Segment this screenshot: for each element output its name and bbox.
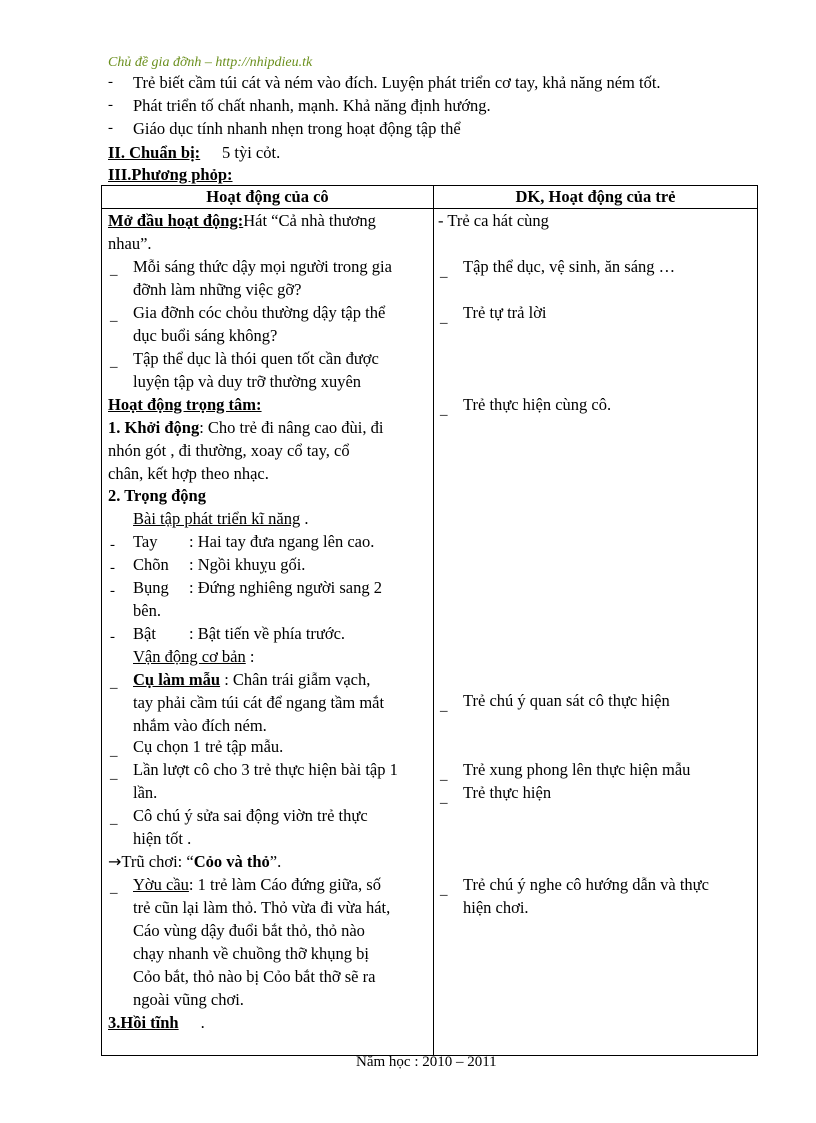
cool-label: 3.Hồi tĩnh (108, 1013, 179, 1032)
objective-item: Trẻ biết cầm túi cát và ném vào đích. Luyện phát triển cơ tay, khả năng ném tốt. (133, 73, 661, 92)
basic-colon: : (249, 647, 255, 666)
child-response: Trẻ thực hiện (463, 783, 552, 802)
cool-dot: . (200, 1013, 205, 1032)
child-response: Trẻ tự trả lời (463, 303, 547, 322)
bullet-dash: - (108, 97, 113, 113)
warmup-label: 1. Khởi động (108, 418, 200, 437)
bullet-underscore: _ (440, 698, 448, 714)
child-response: - Trẻ ca hát cùng (438, 211, 549, 230)
warmup-text: : Cho trẻ đi nâng cao đùi, đi (199, 418, 384, 437)
page-footer: Năm học : 2010 – 2011 (356, 1054, 497, 1070)
req-line (133, 875, 381, 895)
bullet-dash: - (110, 560, 115, 576)
core-label: 2. Trọng động (108, 486, 206, 505)
question-line: Tập thể dục là thói quen tốt cần được (133, 349, 379, 368)
exercise-desc: : Bật tiến về phía trước. (189, 624, 346, 643)
game-name: Cỏo và thỏ (193, 852, 270, 871)
intro-line (108, 211, 376, 231)
objective-item: Giáo dục tính nhanh nhẹn trong hoạt động tập thể (133, 119, 461, 138)
warmup-line: nhón gót , đi thường, xoay cổ tay, cổ (108, 441, 350, 460)
question-line: Mỗi sáng thức dậy mọi người trong gia (133, 257, 392, 276)
skills-dot: . (304, 509, 309, 528)
game-text: Trũ chơi: “ (121, 852, 194, 871)
bullet-underscore: _ (440, 264, 448, 280)
exercise-name: Bật (133, 624, 156, 643)
game-end: ”. (269, 852, 282, 871)
req-text: : 1 trẻ làm Cáo đứng giữa, số (188, 875, 381, 894)
bullet-underscore: _ (440, 790, 448, 806)
skills-line (133, 509, 309, 529)
bullet-underscore: _ (440, 882, 448, 898)
prep-value: 5 tỳi cỏt. (222, 143, 281, 162)
skills-title: Bài tập phát triển kĩ năng (133, 509, 301, 528)
col-child-header: DK, Hoạt động của trẻ (434, 186, 758, 209)
bullet-dash: - (110, 629, 115, 645)
warmup-line: chân, kết hợp theo nhạc. (108, 464, 269, 483)
exercise-name: Chõn (133, 555, 169, 574)
bullet-dash: - (108, 74, 113, 90)
demo-text: : Chân trái giẫm vạch, (224, 670, 371, 689)
demo-line: nhắm vào đích ném. (133, 716, 267, 735)
prep-heading: II. Chuẩn bị: (108, 143, 201, 162)
req-label: Yờu cầu (133, 875, 189, 894)
bullet-underscore: _ (440, 402, 448, 418)
demo-line (133, 670, 370, 690)
intro-text: Hát “Cả nhà thương (243, 211, 376, 230)
bullet-underscore: _ (110, 354, 118, 370)
child-response: Trẻ xung phong lên thực hiện mẫu (463, 760, 691, 779)
arrow-right-icon: → (108, 852, 122, 871)
warmup-line (108, 418, 383, 438)
req-line: trẻ cũn lại làm thỏ. Thỏ vừa đi vừa hát, (133, 898, 391, 917)
bullet-underscore: _ (110, 743, 118, 759)
cool-line (108, 1013, 205, 1033)
exercise-name: Bụng (133, 578, 169, 597)
game-line (108, 852, 281, 872)
bullet-underscore: _ (110, 766, 118, 782)
req-line: ngoài vũng chơi. (133, 990, 244, 1009)
question-line: luyện tập và duy trỡ thường xuyên (133, 372, 362, 391)
child-response: Tập thể dục, vệ sinh, ăn sáng … (463, 257, 676, 276)
basic-title: Vận động cơ bản (133, 647, 246, 666)
exercise-desc: : Hai tay đưa ngang lên cao. (189, 532, 375, 551)
method-heading: III.Phương phỏp: (108, 165, 233, 184)
child-response: hiện chơi. (463, 898, 529, 917)
bullet-dash: - (110, 537, 115, 553)
intro-text-cont: nhau”. (108, 234, 152, 253)
demo-line: tay phải cầm túi cát để ngang tầm mắt (133, 693, 385, 712)
main-activity-title: Hoạt động trọng tâm: (108, 395, 262, 414)
document-header: Chủ đề gia đỡnh – http://nhipdieu.tk (108, 55, 313, 70)
demo-label: Cụ làm mẫu (133, 670, 221, 689)
exercise-desc: : Ngồi khuỵu gối. (189, 555, 306, 574)
bullet-underscore: _ (110, 880, 118, 896)
child-response: Trẻ chú ý nghe cô hướng dẫn và thực (463, 875, 709, 894)
bullet-dash: - (110, 583, 115, 599)
req-line: chạy nhanh về chuồng thỡ khụng bị (133, 944, 370, 963)
exercise-desc-cont: bên. (133, 601, 161, 620)
turns-line: Lần lượt cô cho 3 trẻ thực hiện bài tập 1 (133, 760, 398, 779)
child-response: Trẻ thực hiện cùng cô. (463, 395, 612, 414)
question-line: Gia đỡnh cóc chỏu thường dậy tập thể (133, 303, 386, 322)
pick-line: Cụ chọn 1 trẻ tập mẫu. (133, 737, 284, 756)
bullet-underscore: _ (110, 675, 118, 691)
bullet-underscore: _ (440, 767, 448, 783)
child-response: Trẻ chú ý quan sát cô thực hiện (463, 691, 670, 710)
question-line: dục buổi sáng không? (133, 326, 278, 345)
child-activity-cell (434, 209, 758, 1056)
req-line: Cỏo bắt, thỏ nào bị Cỏo bắt thỡ sẽ ra (133, 967, 376, 986)
bullet-underscore: _ (110, 308, 118, 324)
req-line: Cáo vùng dậy đuổi bắt thỏ, thỏ nào (133, 921, 365, 940)
exercise-name: Tay (133, 532, 158, 551)
bullet-underscore: _ (110, 811, 118, 827)
intro-title: Mở đầu hoạt động: (108, 211, 244, 230)
question-line: đỡnh làm những việc gỡ? (133, 280, 302, 299)
fix-line: Cô chú ý sửa sai động viờn trẻ thực (133, 806, 368, 825)
bullet-underscore: _ (110, 262, 118, 278)
objective-item: Phát triển tố chất nhanh, mạnh. Khả năng định hướng. (133, 96, 491, 115)
turns-line: lần. (133, 783, 158, 802)
col-teacher-header: Hoạt động của cô (102, 186, 434, 209)
fix-line: hiện tốt . (133, 829, 192, 848)
bullet-dash: - (108, 120, 113, 136)
bullet-underscore: _ (440, 310, 448, 326)
basic-line (133, 647, 254, 667)
exercise-desc: : Đứng nghiêng người sang 2 (189, 578, 382, 597)
